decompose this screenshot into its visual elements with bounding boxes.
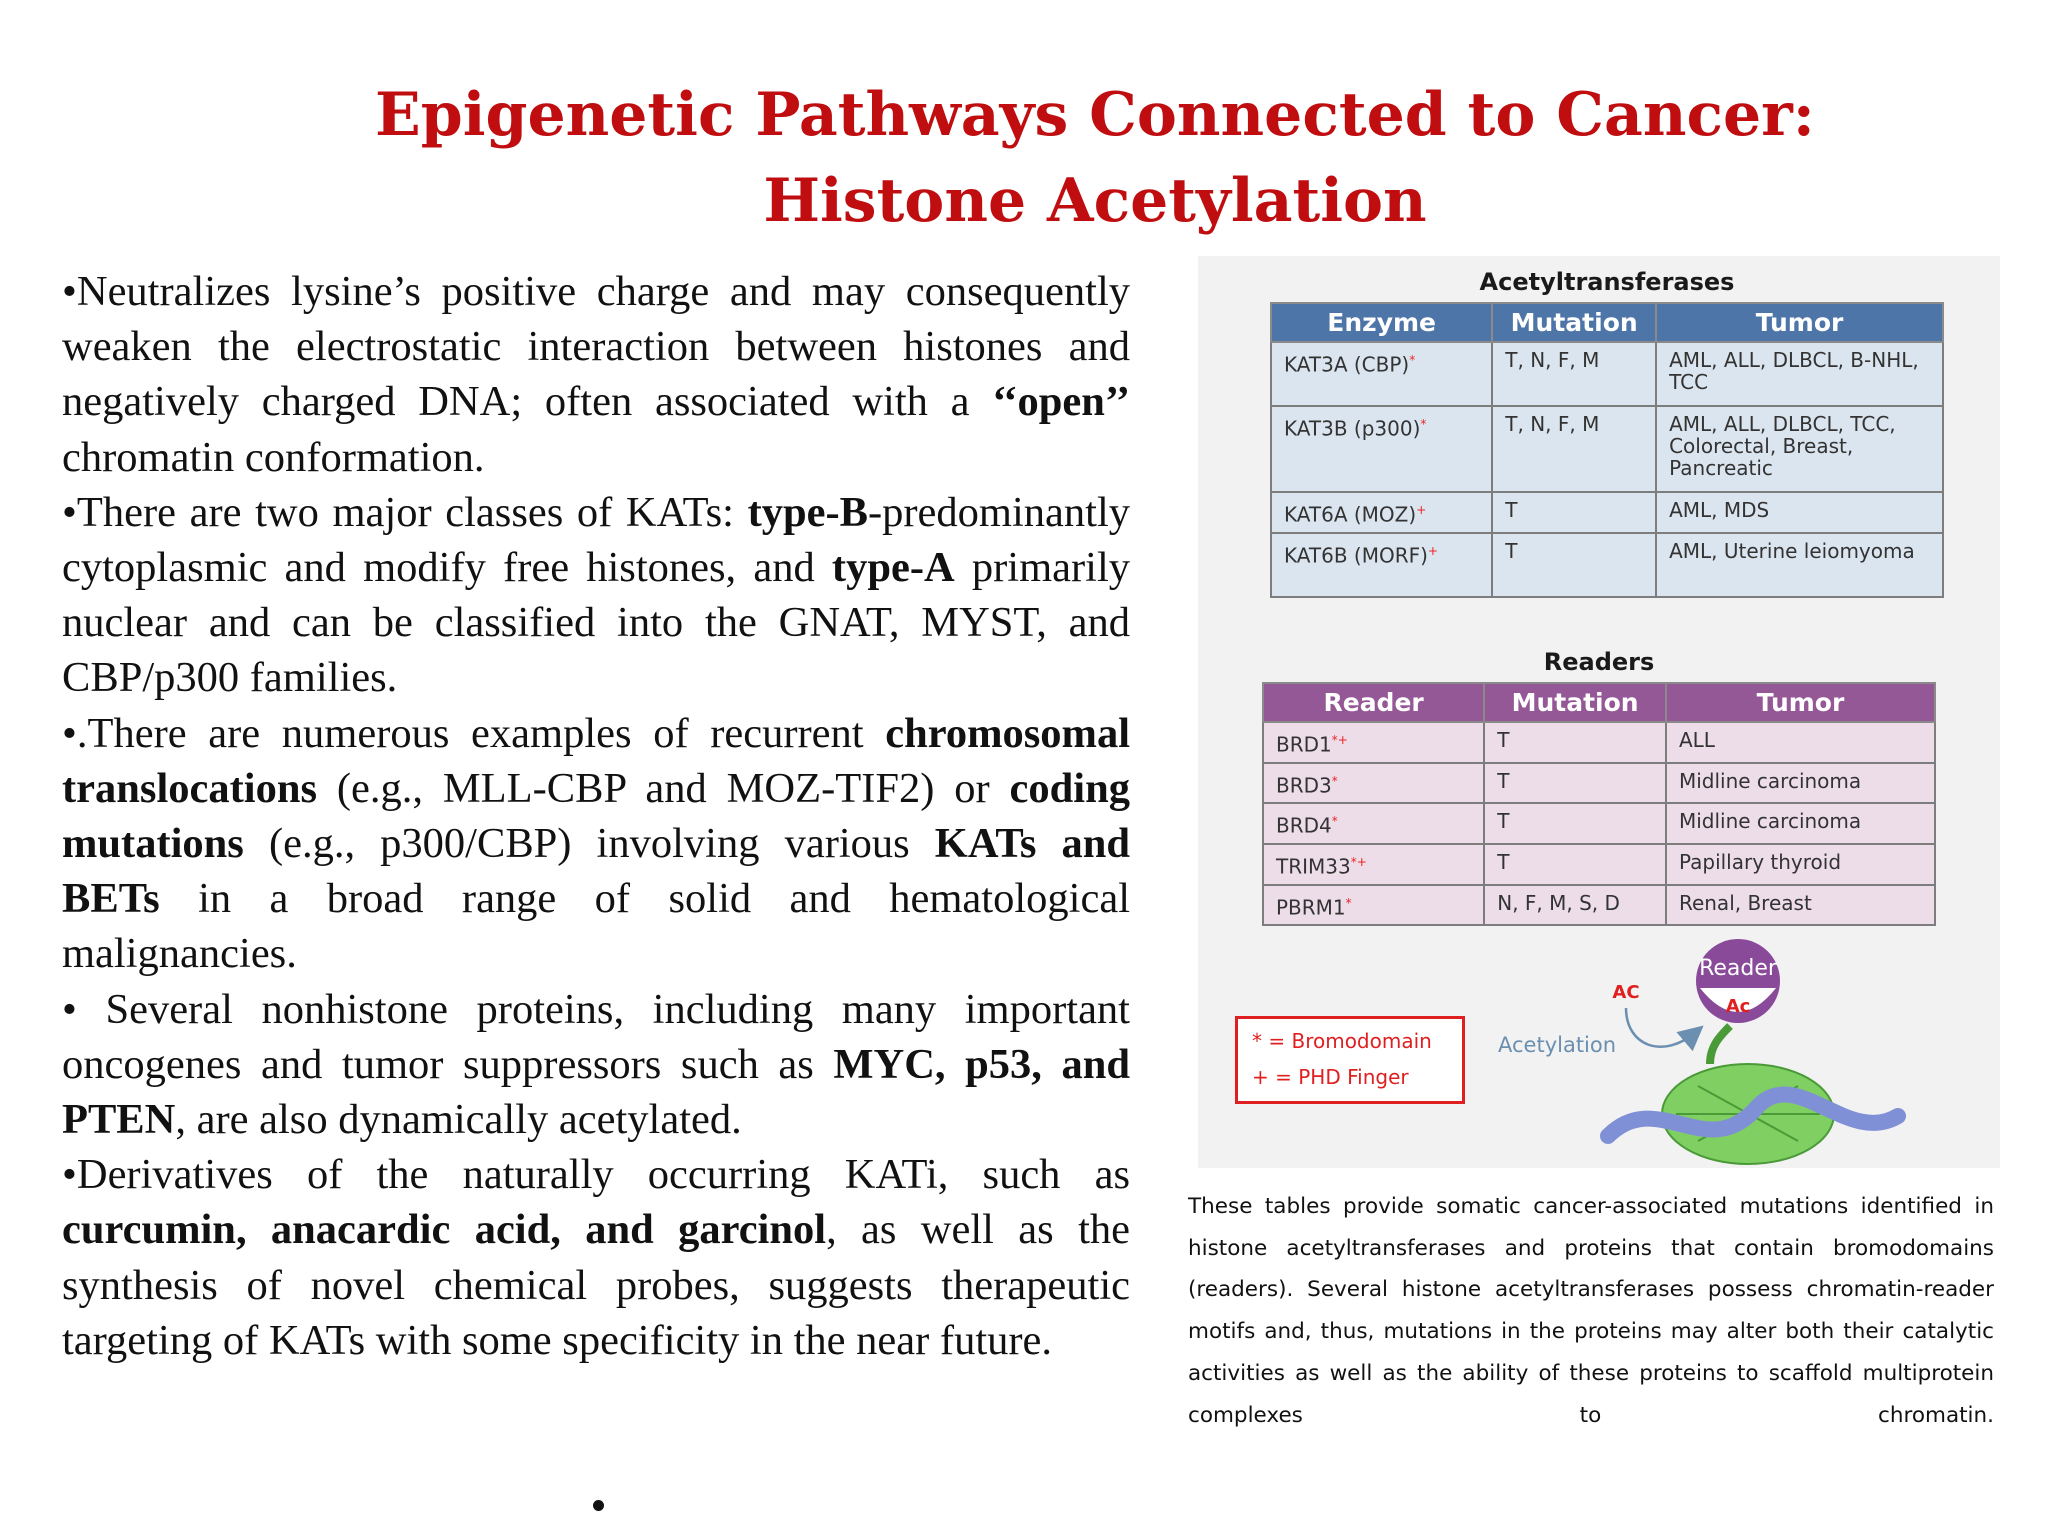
readers-table xyxy=(1262,682,1936,926)
bullet-2 xyxy=(62,485,1130,706)
tumor-cell: Midline carcinoma xyxy=(1666,803,1935,844)
reader-cell: BRD1*+ xyxy=(1263,722,1484,763)
column-header: Enzyme xyxy=(1271,303,1492,342)
mutation-cell: T xyxy=(1484,803,1666,844)
figure-panel xyxy=(1198,256,2000,1168)
marker: * xyxy=(1345,895,1352,910)
bullet-5-text-end: , as well as the synthesis of novel chemical probes, suggests therapeutic targeting of KATs with some specificity in the near future. xyxy=(62,1206,1130,1364)
ac-bound-label: Ac xyxy=(1725,996,1751,1017)
mutation-cell: N, F, M, S, D xyxy=(1484,885,1666,926)
ac-label: AC xyxy=(1612,982,1640,1003)
legend-box xyxy=(1235,1016,1465,1104)
reader-cell: TRIM33*+ xyxy=(1263,844,1484,885)
reader-cell: BRD4* xyxy=(1263,803,1484,844)
marker: *+ xyxy=(1350,854,1367,869)
marker: * xyxy=(1331,773,1338,788)
column-header: Mutation xyxy=(1492,303,1656,342)
bullet-list xyxy=(62,264,1130,1368)
bullet-3-text-mid2: (e.g., p300/CBP) involving various xyxy=(243,820,935,868)
table-row xyxy=(1271,533,1943,597)
bullet-2-text: •There are two major classes of KATs: xyxy=(62,488,748,536)
bullet-4-bold: MYC, p53, and PTEN xyxy=(62,1040,1130,1144)
table-row xyxy=(1263,885,1935,926)
acetyltransferases-table xyxy=(1270,302,1944,598)
marker: *+ xyxy=(1331,733,1348,747)
column-header: Mutation xyxy=(1484,683,1666,722)
title-line-2: Histone Acetylation xyxy=(763,166,1427,236)
bullet-5 xyxy=(62,1147,1130,1368)
marker: + xyxy=(1427,543,1438,558)
page-title xyxy=(300,72,1890,244)
mutation-cell: T xyxy=(1492,492,1656,533)
marker: * xyxy=(1420,417,1427,431)
marker: * xyxy=(1409,353,1416,367)
tumor-cell: Midline carcinoma xyxy=(1666,763,1935,804)
reader-label: Reader xyxy=(1699,956,1777,981)
bullet-3-text: •.There are numerous examples of recurrent xyxy=(62,709,886,757)
tumor-cell: Papillary thyroid xyxy=(1666,844,1935,885)
reader-cell: BRD3* xyxy=(1263,763,1484,804)
bullet-1-bold: ‘‘open’’ xyxy=(992,378,1130,426)
bullet-3-bold-kats: KATs and BETs xyxy=(62,820,1130,923)
mutation-cell: T xyxy=(1484,722,1666,763)
bullet-3 xyxy=(62,706,1130,982)
title-line-1: Epigenetic Pathways Connected to Cancer: xyxy=(375,80,1815,150)
column-header: Reader xyxy=(1263,683,1484,722)
enzyme-cell: KAT3A (CBP)* xyxy=(1271,342,1492,406)
tumor-cell: AML, Uterine leiomyoma xyxy=(1656,533,1943,597)
mutation-cell: T, N, F, M xyxy=(1492,342,1656,406)
enzyme-cell: KAT6A (MOZ)+ xyxy=(1271,492,1492,533)
table-header-row xyxy=(1271,303,1943,342)
bullet-4 xyxy=(62,982,1130,1148)
tumor-cell: AML, ALL, DLBCL, B-NHL, TCC xyxy=(1656,342,1943,406)
bullet-1 xyxy=(62,264,1130,485)
bullet-5-bold: curcumin, anacardic acid, and garcinol xyxy=(62,1206,827,1254)
mutation-cell: T xyxy=(1492,533,1656,597)
bullet-2-text-mid: -predominantly cytoplasmic and modify free histones, and xyxy=(62,488,1130,592)
bullet-1-text-end: chromatin conformation. xyxy=(62,433,485,481)
legend-phd-finger: + = PHD Finger xyxy=(1252,1065,1409,1089)
enzyme-cell: KAT3B (p300)* xyxy=(1271,406,1492,492)
table-row xyxy=(1271,342,1943,406)
acetylation-label: Acetylation xyxy=(1498,1033,1617,1057)
bullet-4-text: • Several nonhistone proteins, including many important oncogenes and tumor suppressors such as xyxy=(62,985,1130,1088)
column-header: Tumor xyxy=(1656,303,1943,342)
bullet-5-text: •Derivatives of the naturally occurring KATi, such as xyxy=(62,1151,1130,1199)
acetylation-diagram xyxy=(1498,936,1918,1166)
marker: + xyxy=(1416,503,1427,517)
bullet-4-text-end: , are also dynamically acetylated. xyxy=(175,1096,742,1144)
table-header-row xyxy=(1263,683,1935,722)
column-header: Tumor xyxy=(1666,683,1935,722)
tumor-cell: Renal, Breast xyxy=(1666,885,1935,926)
mutation-cell: T xyxy=(1484,763,1666,804)
readers-title: Readers xyxy=(1543,648,1655,676)
tumor-cell: AML, ALL, DLBCL, TCC, Colorectal, Breast, Pancreatic xyxy=(1656,406,1943,492)
bullet-2-bold-typea: type-A xyxy=(831,544,955,592)
mutation-cell: T, N, F, M xyxy=(1492,406,1656,492)
marker: * xyxy=(1331,814,1338,829)
histone-tail xyxy=(1710,1026,1730,1064)
legend-bromodomain: * = Bromodomain xyxy=(1252,1029,1432,1053)
mutation-cell: T xyxy=(1484,844,1666,885)
acetyltransferases-title: Acetyltransferases xyxy=(1479,268,1735,296)
table-row xyxy=(1271,406,1943,492)
reader-cell: PBRM1* xyxy=(1263,885,1484,926)
figure-caption: These tables provide somatic cancer-associated mutations identified in histone acetyltransferases and proteins that contain bromodomains (readers). Several histone acetyltransferases possess chromatin-reader motifs and, thus, mutations in the proteins may alter both their catalytic activities as well as the ability of these proteins to scaffold multiprotein complexes to chromatin. xyxy=(1188,1194,1994,1428)
bullet-dot xyxy=(593,1500,604,1511)
bullet-3-text-mid: (e.g., MLL-CBP and MOZ-TIF2) or xyxy=(317,764,1010,812)
bullet-3-bold-mutations: coding mutations xyxy=(62,764,1130,868)
table-row xyxy=(1263,844,1935,885)
table-row xyxy=(1271,492,1943,533)
table-row xyxy=(1263,803,1935,844)
tumor-cell: AML, MDS xyxy=(1656,492,1943,533)
bullet-3-text-end: in a broad range of solid and hematological malignancies. xyxy=(62,875,1130,978)
table-row xyxy=(1263,763,1935,804)
table-row xyxy=(1263,722,1935,763)
bullet-3-bold-translocations: chromosomal translocations xyxy=(62,709,1130,812)
acetylation-arrow xyxy=(1626,1008,1696,1047)
bullet-2-text-end: primarily nuclear and can be classified into the GNAT, MYST, and CBP/p300 families. xyxy=(62,544,1131,702)
tumor-cell: ALL xyxy=(1666,722,1935,763)
bullet-2-bold-typeb: type-B xyxy=(747,488,868,536)
bullet-1-text: •Neutralizes lysine’s positive charge and may consequently weaken the electrostatic interaction between histones and negatively charged DNA; often associated with a xyxy=(62,268,1130,426)
enzyme-cell: KAT6B (MORF)+ xyxy=(1271,533,1492,597)
